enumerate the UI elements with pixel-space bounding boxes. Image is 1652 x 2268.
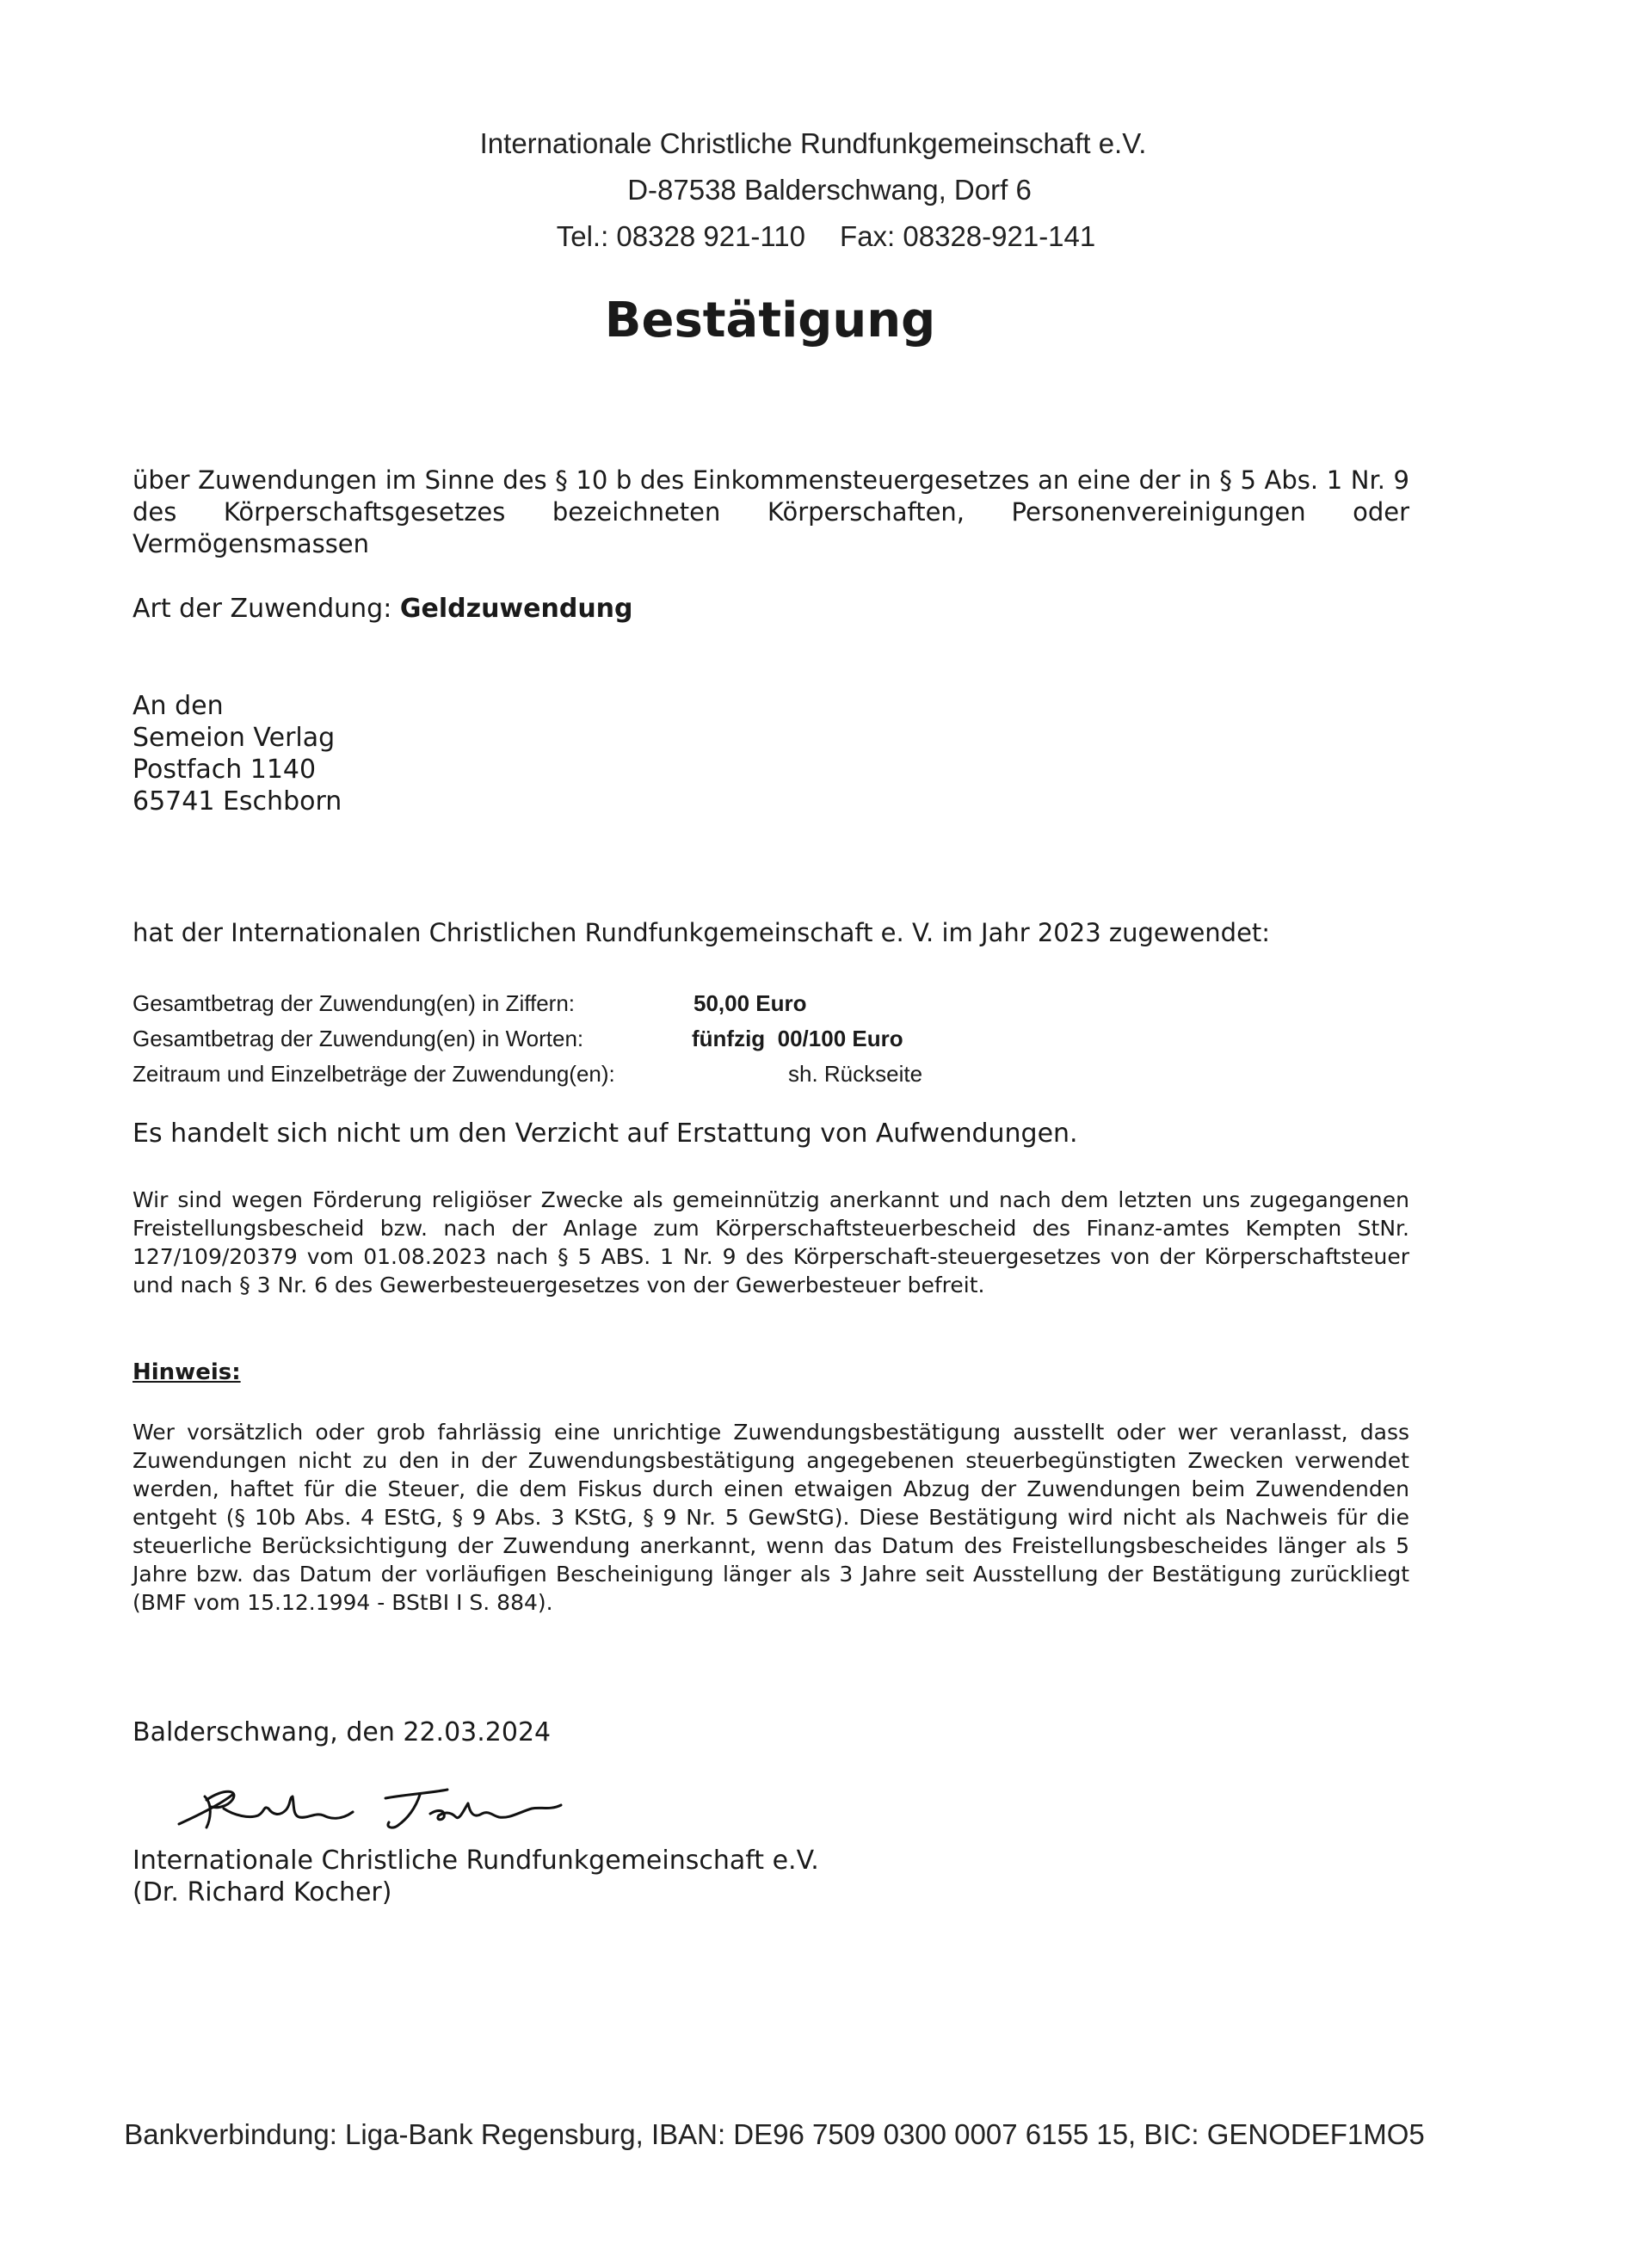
amount-digits-label: Gesamtbetrag der Zuwendung(en) in Ziffern:: [133, 990, 576, 1016]
period-label: Zeitraum und Einzelbeträge der Zuwendung(en):: [133, 1061, 615, 1087]
recipient-line-2: Semeion Verlag: [133, 723, 336, 753]
period-value: sh. Rückseite: [788, 1061, 923, 1087]
letterhead-fax: Fax: 08328-921-141: [840, 220, 1096, 252]
recipient-line-4: 65741 Eschborn: [133, 786, 342, 817]
donation-type-value: Geldzuwendung: [399, 594, 633, 624]
exemption-paragraph: Wir sind wegen Förderung religiöser Zwecke als gemeinnützig anerkannt und nach dem letzten uns zugegangenen Freistellungsbescheid bzw. nach der Anlage zum Körperschaftsteuerbescheid des Finanz-amtes Kempten StNr. 127/109/20379 vom 01.08.2023 nach § 5 ABS. 1 Nr. 9 des Körperschaft-steuergesetzes von der Körperschaftsteuer und nach § 3 Nr. 6 des Gewerbesteuergesetzes von der Gewerbesteuer befreit.: [133, 1187, 1409, 1297]
letterhead-address: D-87538 Balderschwang, Dorf 6: [627, 174, 1032, 206]
letterhead-contact: [0, 213, 1652, 260]
place-date: Balderschwang, den 22.03.2024: [133, 1717, 552, 1747]
bank-details: Bankverbindung: Liga-Bank Regensburg, IBAN: DE96 7509 0300 0007 6155 15, BIC: GENODEF1MO5: [124, 2118, 1425, 2150]
period-row: [133, 1057, 993, 1092]
amount-digits-row: [133, 986, 993, 1021]
signer-name: (Dr. Richard Kocher): [133, 1877, 392, 1907]
amount-words-label: Gesamtbetrag der Zuwendung(en) in Worten:: [133, 1026, 584, 1051]
document-title: Bestätigung: [604, 293, 936, 348]
handwritten-signature: [172, 1771, 585, 1840]
amount-digits-value: 50,00 Euro: [693, 990, 807, 1016]
waiver-statement: Es handelt sich nicht um den Verzicht auf Erstattung von Aufwendungen.: [133, 1119, 1078, 1149]
donation-type: [133, 594, 633, 624]
intro-text: über Zuwendungen im Sinne des § 10 b des Einkommensteuergesetzes an eine der in § 5 Abs. 1 Nr. 9 des Körperschaftsgesetzes bezeichneten Körperschaften, Personenvereinigungen oder Vermögensmassen: [133, 465, 1409, 558]
signer-block: [133, 1845, 819, 1908]
recipient-line-3: Postfach 1140: [133, 755, 317, 785]
recipient-address: [133, 690, 342, 817]
notice-heading: Hinweis:: [133, 1359, 241, 1385]
donation-type-label: Art der Zuwendung:: [133, 594, 392, 624]
letterhead-tel: Tel.: 08328 921-110: [556, 220, 806, 252]
amount-words-value: fünfzig 00/100 Euro: [692, 1026, 903, 1051]
donation-statement: hat der Internationalen Christlichen Rundfunkgemeinschaft e. V. im Jahr 2023 zugewendet:: [133, 918, 1271, 947]
signer-org: Internationale Christliche Rundfunkgemeinschaft e.V.: [133, 1846, 819, 1876]
notice-paragraph: Wer vorsätzlich oder grob fahrlässig eine unrichtige Zuwendungsbestätigung ausstellt oder wer veranlasst, dass Zuwendungen nicht zu den in der Zuwendungsbestätigung angegebenen steuerbegünstigten Zwecken verwendet werden, haftet für die Steuer, die dem Fiskus durch einen etwaigen Abzug der Zuwendungen beim Zuwendenden entgeht (§ 10b Abs. 4 EStG, § 9 Abs. 3 KStG, § 9 Nr. 5 GewStG). Diese Bestätigung wird nicht als Nachweis für die steuerliche Berücksichtigung der Zuwendung anerkannt, wenn das Datum des Freistellungsbescheides länger als 5 Jahre bzw. das Datum der vorläufigen Bescheinigung länger als 3 Jahre seit Ausstellung der Bestätigung zurückliegt (BMF vom 15.12.1994 - BStBI I S. 884).: [133, 1420, 1409, 1615]
amount-words-row: [133, 1021, 993, 1057]
recipient-line-1: An den: [133, 691, 224, 721]
amounts-block: [133, 986, 993, 1092]
letterhead: [0, 120, 1652, 260]
letterhead-org: Internationale Christliche Rundfunkgemeinschaft e.V.: [479, 127, 1147, 159]
